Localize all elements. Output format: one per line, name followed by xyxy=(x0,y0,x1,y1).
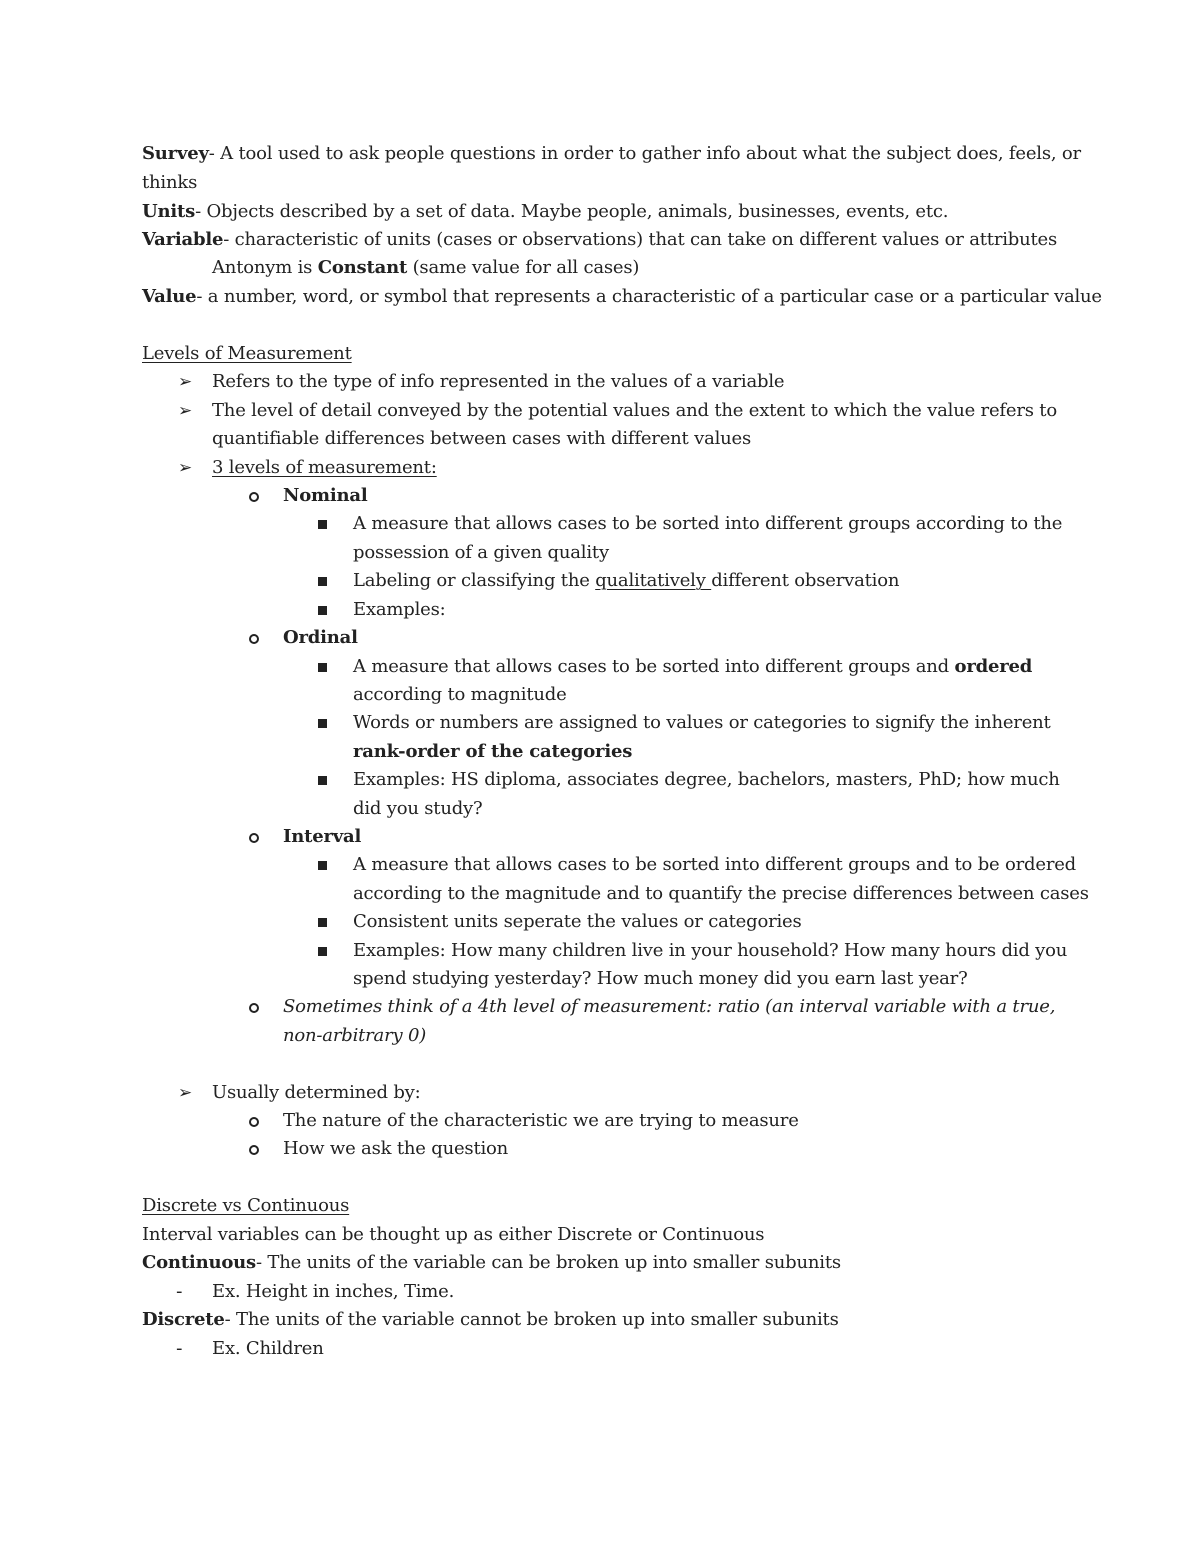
ordinal-title: Ordinal xyxy=(283,627,358,648)
fourth-level-note: Sometimes think of a 4th level of measurement: ratio (an interval variable with a true, xyxy=(283,996,1056,1017)
circle-bullet-icon xyxy=(249,492,259,502)
levels-bullet-1: Refers to the type of info represented in the values of a variable xyxy=(212,371,785,392)
ordinal-item-2-cont: rank-order of the categories xyxy=(353,741,633,762)
square-bullet-icon xyxy=(318,947,327,956)
antonym-prefix: Antonym is xyxy=(212,257,318,278)
continuous-text: - The units of the variable can be broken up into smaller subunits xyxy=(255,1252,841,1273)
interval-item-2: Consistent units seperate the values or categories xyxy=(353,911,802,932)
determined-by-item-1: The nature of the characteristic we are trying to measure xyxy=(283,1110,799,1131)
square-bullet-icon xyxy=(318,776,327,785)
interval-item-1: A measure that allows cases to be sorted into different groups and to be ordered xyxy=(353,854,1076,875)
arrow-bullet-icon: ➢ xyxy=(178,458,193,478)
circle-bullet-icon xyxy=(249,1003,259,1013)
value-term: Value xyxy=(142,286,197,307)
discrete-definition xyxy=(142,1306,839,1334)
nominal-item-2-post: different observation xyxy=(711,570,900,591)
ordered-word: ordered xyxy=(954,656,1033,677)
continuous-term: Continuous xyxy=(142,1252,256,1273)
nominal-item-2-pre: Labeling or classifying the xyxy=(353,570,596,591)
square-bullet-icon xyxy=(318,861,327,870)
square-bullet-icon xyxy=(318,663,327,672)
variable-term: Variable xyxy=(142,229,224,250)
discrete-heading: Discrete vs Continuous xyxy=(142,1195,350,1216)
interval-item-1-cont: according to the magnitude and to quantify the precise differences between cases xyxy=(353,883,1089,904)
value-text: - a number, word, or symbol that represents a characteristic of a particular case or a particular value xyxy=(196,286,1102,307)
discrete-term: Discrete xyxy=(142,1309,225,1330)
survey-text: - A tool used to ask people questions in order to gather info about what the subject does, feels, or xyxy=(208,143,1081,164)
units-text: - Objects described by a set of data. Maybe people, animals, businesses, events, etc. xyxy=(195,201,949,222)
square-bullet-icon xyxy=(318,520,327,529)
ordinal-item-2: Words or numbers are assigned to values or categories to signify the inherent xyxy=(353,712,1051,733)
continuous-definition xyxy=(142,1249,841,1277)
ordinal-item-3-cont: did you study? xyxy=(353,798,483,819)
survey-definition-cont: thinks xyxy=(142,172,198,193)
constant-term: Constant xyxy=(317,257,408,278)
units-definition xyxy=(142,198,948,226)
discrete-text: - The units of the variable cannot be broken up into smaller subunits xyxy=(224,1309,839,1330)
circle-bullet-icon xyxy=(249,1117,259,1127)
arrow-bullet-icon: ➢ xyxy=(178,1083,193,1103)
square-bullet-icon xyxy=(318,606,327,615)
discrete-example: Ex. Children xyxy=(212,1338,324,1359)
survey-term: Survey xyxy=(142,143,209,164)
nominal-item-3: Examples: xyxy=(353,599,446,620)
ordinal-item-3: Examples: HS diploma, associates degree, bachelors, masters, PhD; how much xyxy=(353,769,1060,790)
interval-title: Interval xyxy=(283,826,362,847)
circle-bullet-icon xyxy=(249,833,259,843)
value-definition xyxy=(142,283,1102,311)
dash-bullet-icon: - xyxy=(176,1338,183,1359)
interval-item-3: Examples: How many children live in your household? How many hours did you xyxy=(353,940,1068,961)
continuous-example: Ex. Height in inches, Time. xyxy=(212,1281,455,1302)
levels-bullet-3: 3 levels of measurement: xyxy=(212,457,437,478)
ordinal-item-1-pre: A measure that allows cases to be sorted into different groups and xyxy=(353,656,955,677)
discrete-intro: Interval variables can be thought up as either Discrete or Continuous xyxy=(142,1224,765,1245)
levels-heading: Levels of Measurement xyxy=(142,343,352,364)
arrow-bullet-icon: ➢ xyxy=(178,372,193,392)
variable-text: - characteristic of units (cases or observations) that can take on different values or attributes xyxy=(223,229,1058,250)
square-bullet-icon xyxy=(318,719,327,728)
units-term: Units xyxy=(142,201,196,222)
determined-by: Usually determined by: xyxy=(212,1082,421,1103)
square-bullet-icon xyxy=(318,577,327,586)
nominal-item-1: A measure that allows cases to be sorted into different groups according to the xyxy=(353,513,1063,534)
determined-by-item-2: How we ask the question xyxy=(283,1138,509,1159)
nominal-item-1-cont: possession of a given quality xyxy=(353,542,609,563)
dash-bullet-icon: - xyxy=(176,1281,183,1302)
nominal-title: Nominal xyxy=(283,485,368,506)
arrow-bullet-icon: ➢ xyxy=(178,401,193,421)
qualitatively-word: qualitatively xyxy=(595,570,712,591)
square-bullet-icon xyxy=(318,918,327,927)
ordinal-item-1 xyxy=(353,653,1032,681)
nominal-item-2 xyxy=(353,567,899,595)
survey-definition xyxy=(142,140,1081,168)
circle-bullet-icon xyxy=(249,634,259,644)
interval-item-3-cont: spend studying yesterday? How much money did you earn last year? xyxy=(353,968,968,989)
levels-bullet-2: The level of detail conveyed by the potential values and the extent to which the value refers to xyxy=(212,400,1057,421)
ordinal-item-1-cont: according to magnitude xyxy=(353,684,567,705)
antonym-text: (same value for all cases) xyxy=(407,257,640,278)
fourth-level-note-cont: non-arbitrary 0) xyxy=(283,1025,427,1046)
circle-bullet-icon xyxy=(249,1145,259,1155)
antonym-line xyxy=(212,254,639,282)
levels-bullet-2-cont: quantifiable differences between cases with different values xyxy=(212,428,752,449)
variable-definition xyxy=(142,226,1057,254)
